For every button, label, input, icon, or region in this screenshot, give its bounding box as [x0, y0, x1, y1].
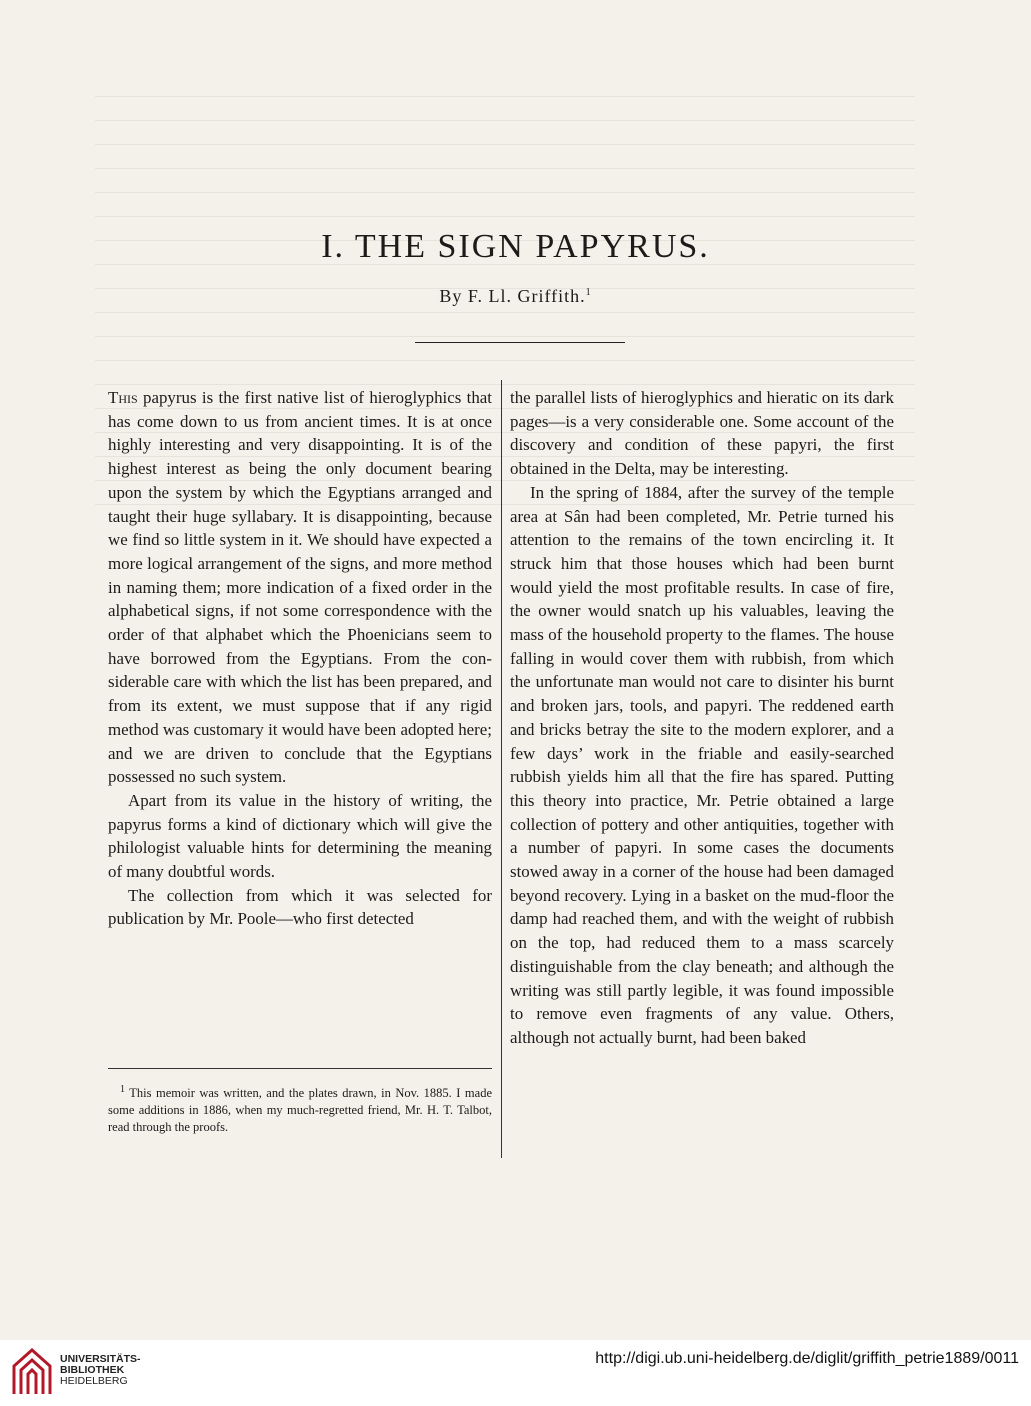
- library-name-line-2: BIBLIOTHEK: [60, 1364, 125, 1376]
- right-column: [510, 386, 894, 1050]
- footnote-rule: [108, 1068, 492, 1069]
- source-url-link[interactable]: http://digi.ub.uni-heidelberg.de/diglit/griffith_petrie1889/0011: [595, 1350, 1019, 1367]
- right-paragraph-2: In the spring of 1884, after the survey of the temple area at Sân had been completed, Mr. Petrie turned his attention to the remains of the town encircling it. It struck him that those houses which had been burnt would yield the most profitable results. In case of fire, the owner would snatch up his valuables, leaving the mass of the household property to the flames. The house falling in would cover them with rubbish, from which the unfortunate man would not care to disinter his burnt and broken jars, tools, and papyri. The reddened earth and bricks betray the site to the modern explorer, and a few days’ work in the friable and easily-searched rubbish yields him all that the fire has spared. Putting this theory into practice, Mr. Petrie obtained a large collection of pottery and other antiquities, together with a number of papyri. In some cases the documents stowed away in a corner of the house had been damaged beyond recovery. Lying in a basket on the mud-floor the damp had reached them, and with the weight of rubbish on the top, had reduced them to a mass scarcely distinguishable from the clay beneath; and although the writing was still partly legible, it was found impossible to remove even fragments of any value. Others, although not actually burnt, had been baked: [510, 482, 894, 1047]
- column-divider: [501, 380, 502, 1158]
- article-byline: [0, 286, 1031, 307]
- library-footer: [0, 1340, 1031, 1406]
- byline-footnote-mark: 1: [585, 287, 592, 298]
- right-paragraph-1: the parallel lists of hieroglyphics and hieratic on its dark pages—is a very considerable one. Some account of the discovery and condition of these papyri, the first obtained in the Delta, may be interesting.: [510, 388, 894, 479]
- drop-lead-word: This: [108, 388, 138, 407]
- footnote-paragraph: [108, 1081, 492, 1136]
- footnote-mark: 1: [120, 1084, 125, 1095]
- byline-text: By F. Ll. Griffith.: [439, 286, 586, 306]
- library-logo-icon: [10, 1346, 54, 1398]
- left-paragraph-2: Apart from its value in the history of writing, the papyrus forms a kind of dictionary which will give the philologist valuable hints for determining the meaning of many doubtful words.: [108, 790, 492, 882]
- library-name-line-3: HEIDELBERG: [60, 1375, 128, 1387]
- left-paragraph-3: The collection from which it was selected for publication by Mr. Poole—who first detected: [108, 885, 492, 929]
- left-column: [108, 386, 492, 931]
- title-rule: [415, 342, 625, 343]
- footnote: [108, 1081, 492, 1136]
- footnote-text: This memoir was written, and the plates drawn, in Nov. 1885. I made some additions in 1886, when my much-regretted friend, Mr. H. T. Talbot, read through the proofs.: [108, 1086, 492, 1135]
- left-paragraph-1-text: papyrus is the first native list of hieroglyphics that has come down to us from ancient times. It is at once highly interesting and very disappointing. It is of the highest interest as being the only document bearing upon the system by which the Egyptians arranged and taught their huge syllabary. It is disappointing, because we find so little system in it. We should have expected a more logical arrangement of the signs, and more method in naming them; more indication of a fixed order in the alphabetical signs, if not some correspondence with the order of that alphabet which the Phoenicians seem to have borrowed from the Egyptians. From the considerable care with which the list has been prepared, and from its extent, we must suppose that if any rigid method was customary it would have been adopted here; and we are driven to conclude that the Egyptians possessed no such system.: [108, 388, 492, 787]
- library-name: [60, 1354, 141, 1387]
- left-paragraph-1: [108, 386, 492, 789]
- library-name-line-1: UNIVERSITÄTS-: [60, 1353, 141, 1365]
- article-title: I. THE SIGN PAPYRUS.: [321, 228, 710, 265]
